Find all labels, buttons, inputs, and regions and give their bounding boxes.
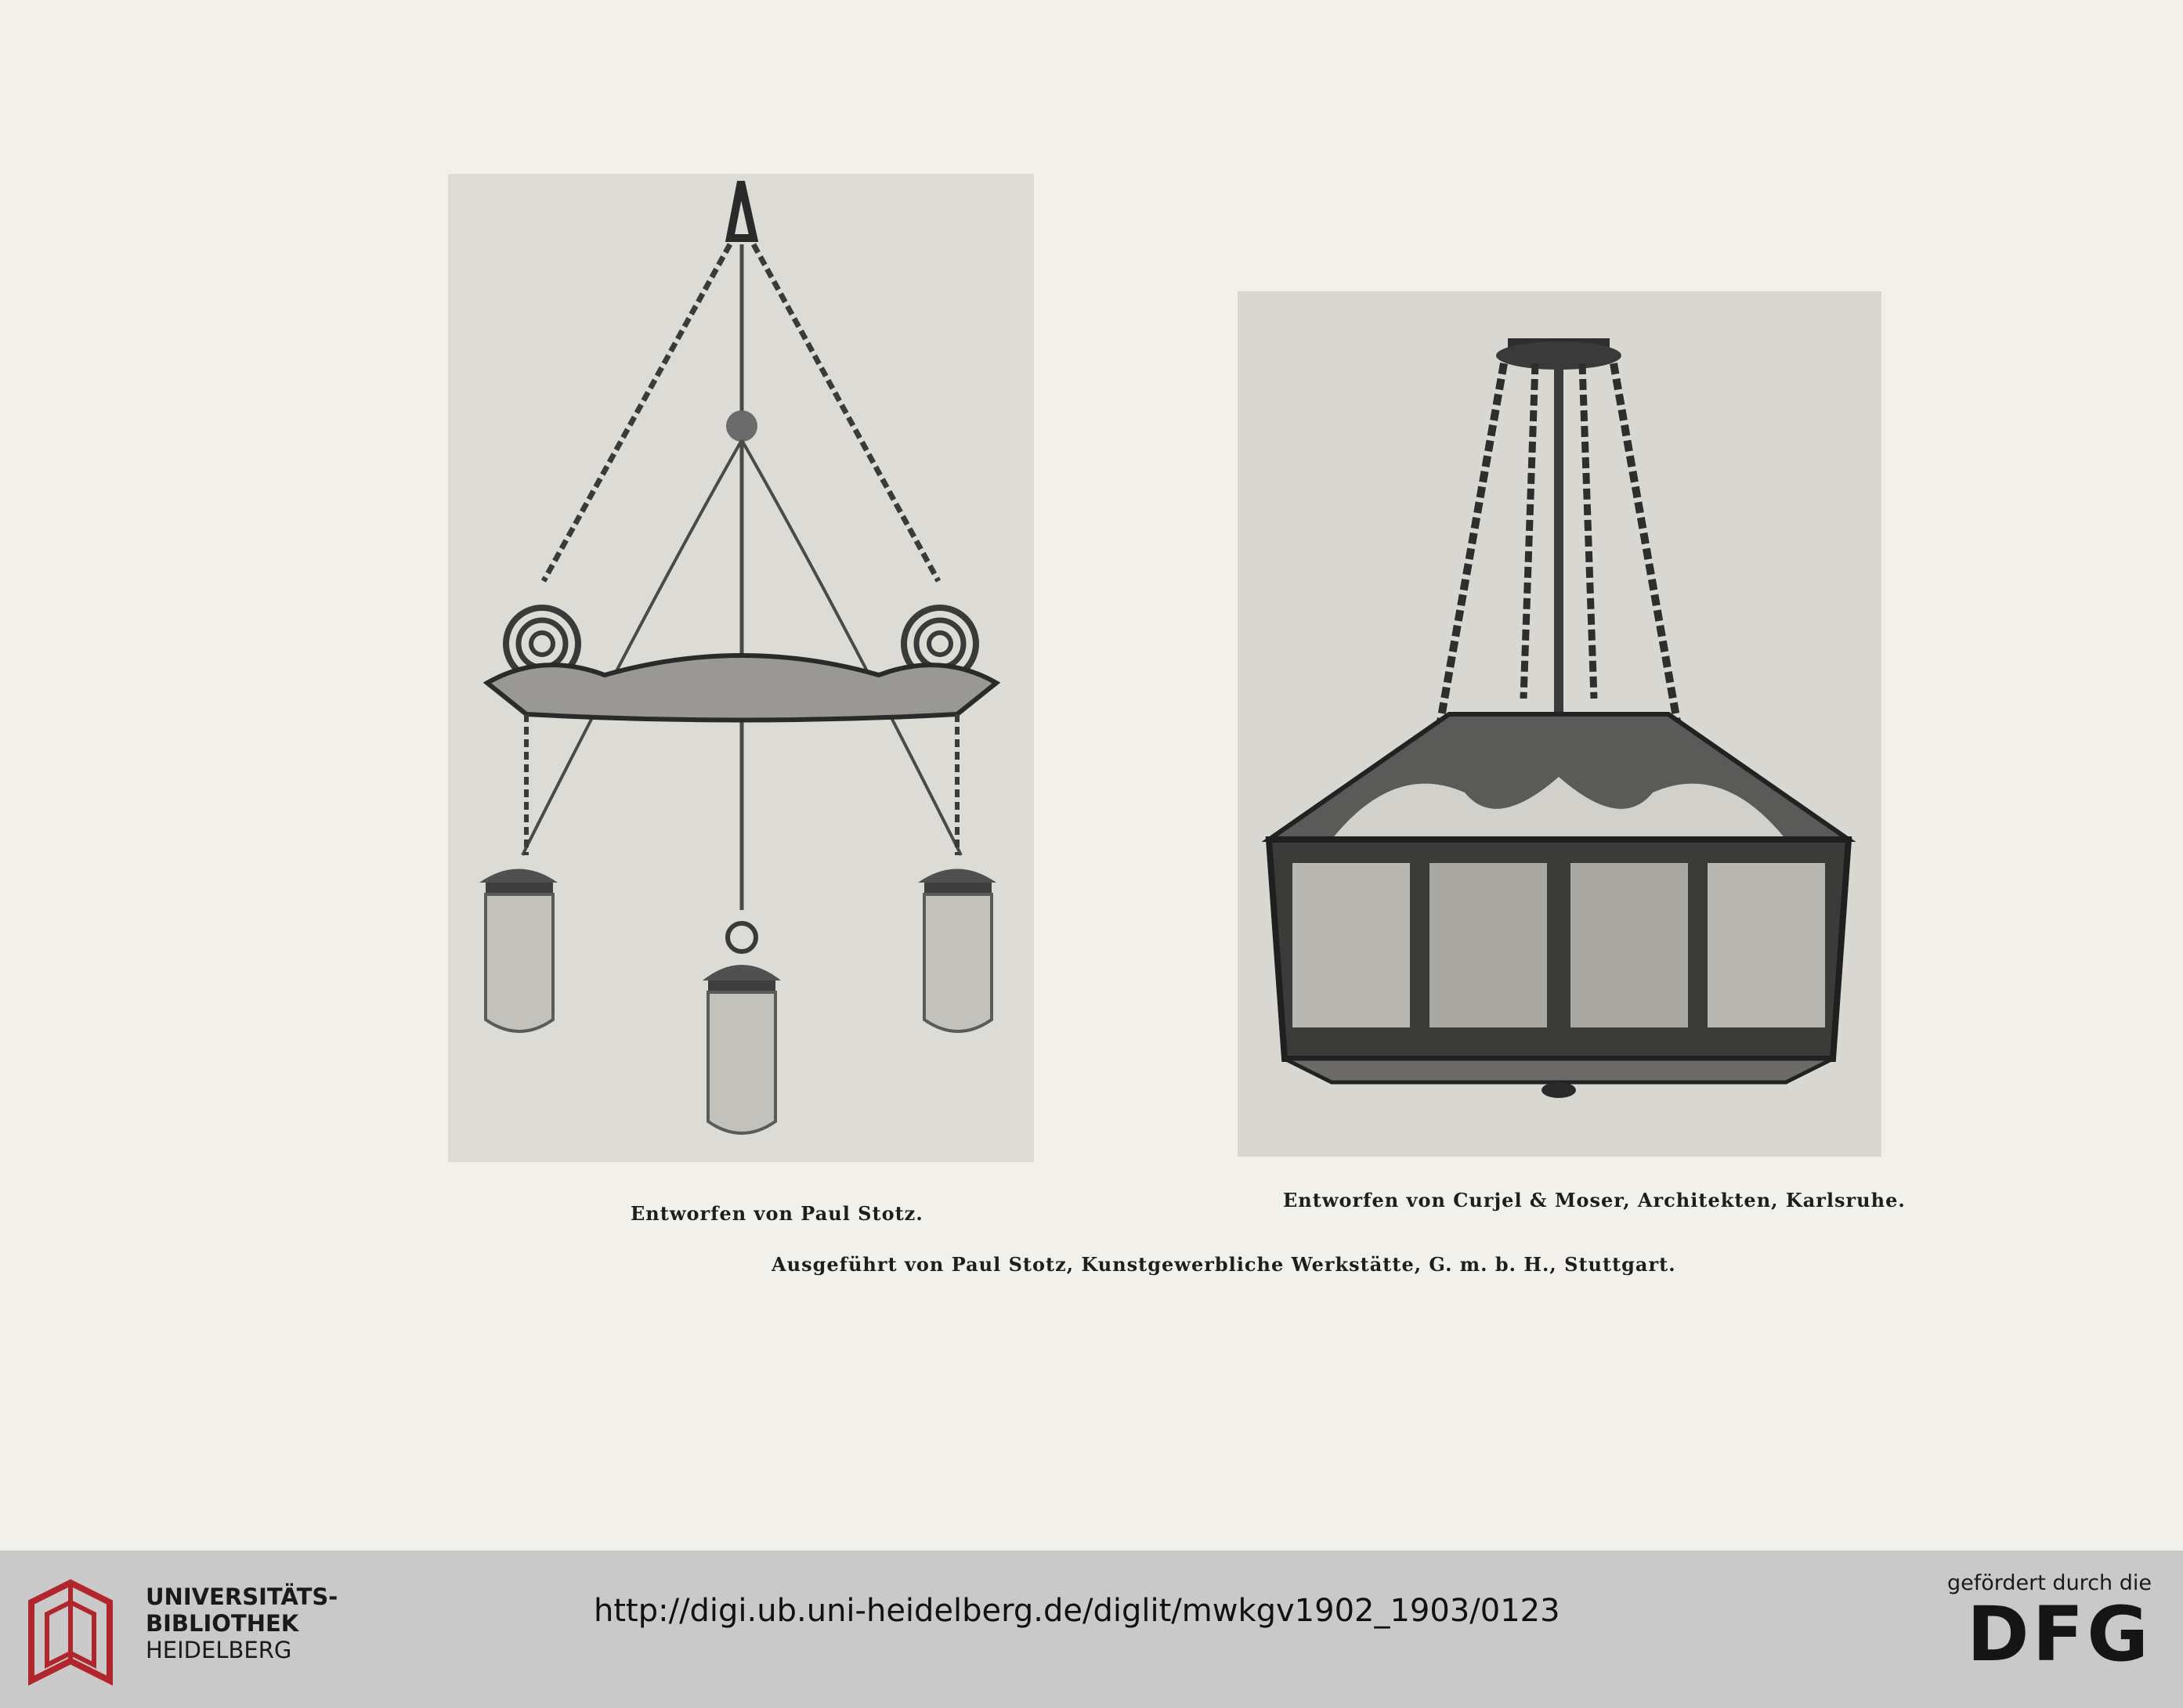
library-name — [146, 1583, 338, 1663]
permalink-url[interactable]: http://digi.ub.uni-heidelberg.de/diglit/mwkgv1902_1903/0123 — [594, 1593, 1560, 1629]
photo-chandelier-stotz — [448, 174, 1034, 1162]
photo-lantern-curjel-moser — [1238, 291, 1881, 1157]
university-library-logo[interactable] — [23, 1573, 338, 1690]
library-line2: BIBLIOTHEK — [146, 1610, 299, 1637]
dfg-logo: DFG — [1966, 1591, 2152, 1678]
caption-left: Entworfen von Paul Stotz. — [631, 1202, 923, 1225]
lantern-illustration — [1238, 291, 1881, 1157]
dfg-funding-block[interactable] — [1925, 1571, 2152, 1678]
chandelier-illustration — [448, 174, 1034, 1162]
library-line1: UNIVERSITÄTS- — [146, 1583, 338, 1610]
footer-bar — [0, 1551, 2183, 1708]
library-book-icon — [23, 1579, 117, 1688]
funder-text: gefördert durch die — [1947, 1571, 2152, 1595]
caption-right: Entworfen von Curjel & Moser, Architekten, Karlsruhe. — [1283, 1189, 1906, 1211]
library-line3: HEIDELBERG — [146, 1637, 292, 1663]
caption-bottom: Ausgeführt von Paul Stotz, Kunstgewerbliche Werkstätte, G. m. b. H., Stuttgart. — [772, 1253, 1676, 1276]
